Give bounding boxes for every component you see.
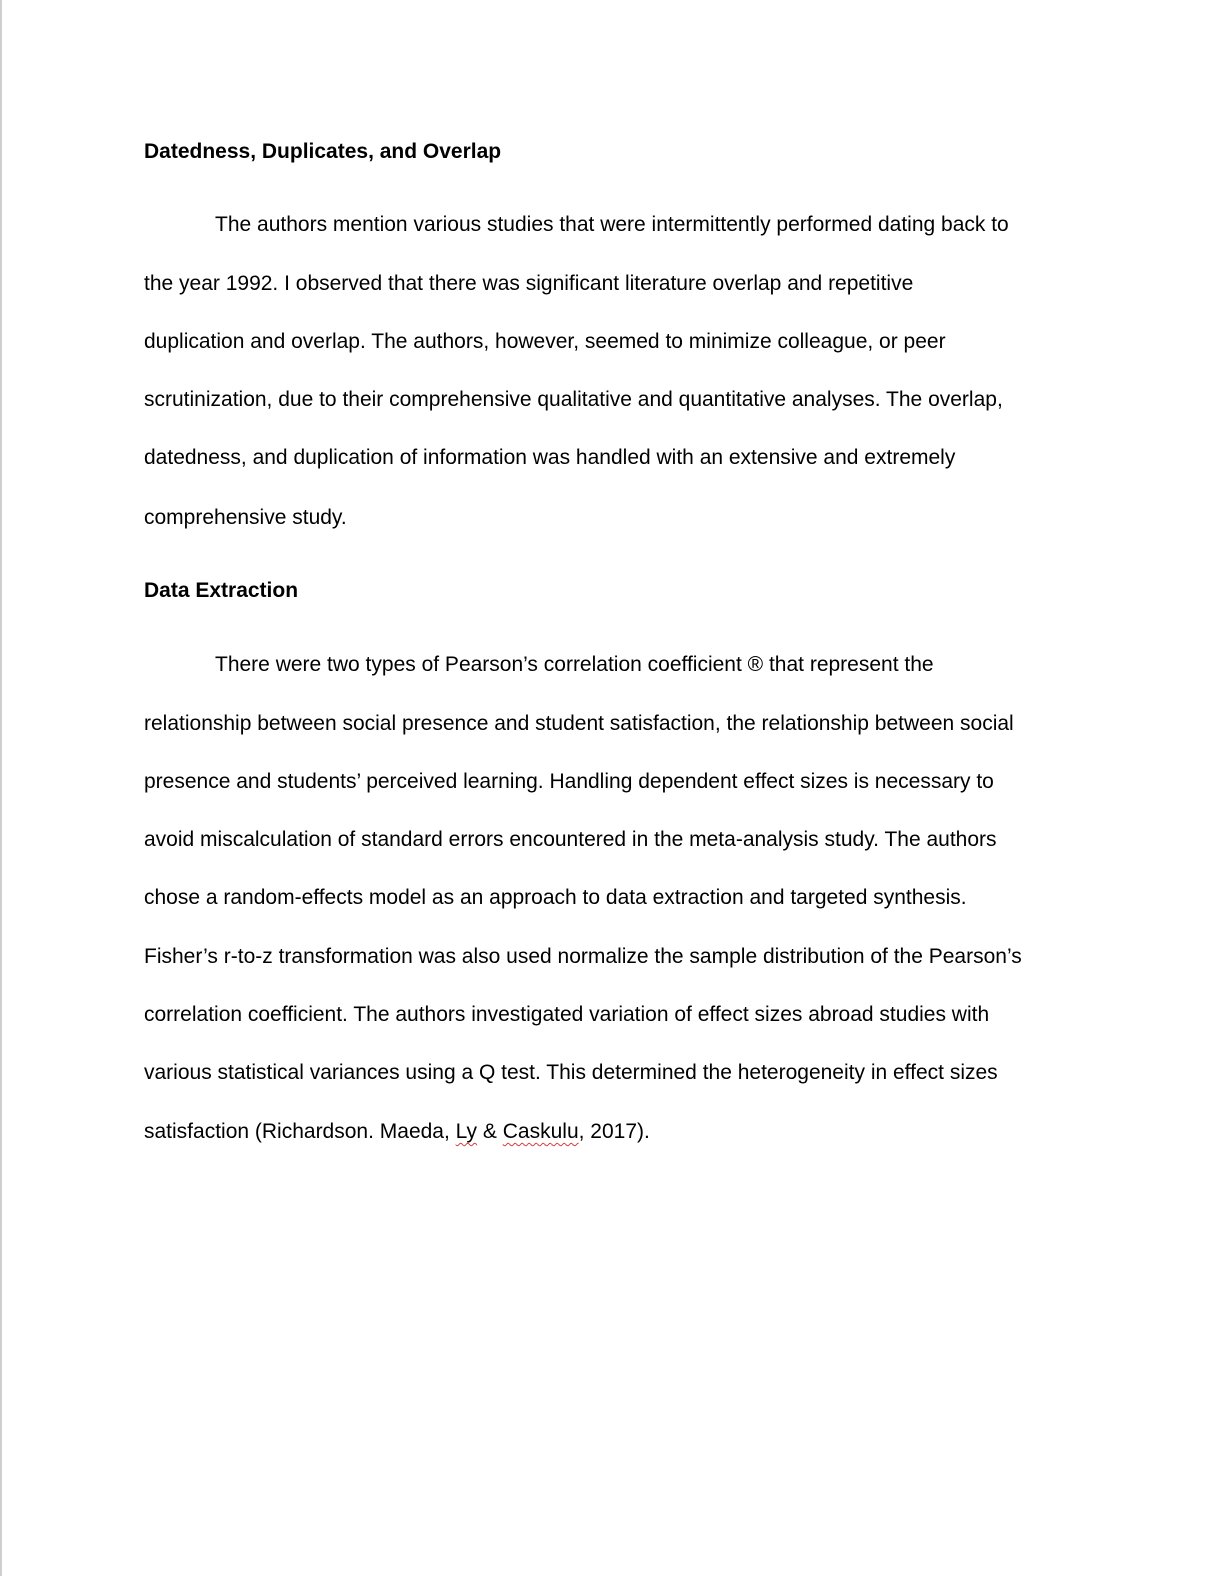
section-heading: Datedness, Duplicates, and Overlap	[144, 140, 502, 163]
paragraph-line: avoid miscalculation of standard errors encountered in the meta-analysis study. The authors	[144, 828, 997, 851]
paragraph-line-citation	[144, 1119, 650, 1145]
paragraph-line: comprehensive study.	[144, 506, 347, 529]
paragraph-line: There were two types of Pearson’s correlation coefficient ® that represent the	[215, 653, 934, 676]
paragraph-line: The authors mention various studies that were intermittently performed dating back to	[215, 213, 1009, 236]
citation-text: satisfaction (Richardson. Maeda,	[144, 1120, 456, 1143]
paragraph-line: chose a random-effects model as an approach to data extraction and targeted synthesis.	[144, 886, 967, 909]
paragraph-line: scrutinization, due to their comprehensive qualitative and quantitative analyses. The overlap,	[144, 388, 1003, 411]
page-edge	[0, 0, 2, 1576]
paragraph-line: Fisher’s r-to-z transformation was also used normalize the sample distribution of the Pearson’s	[144, 945, 1022, 968]
paragraph-line: datedness, and duplication of information was handled with an extensive and extremely	[144, 446, 956, 469]
paragraph-line: various statistical variances using a Q test. This determined the heterogeneity in effect sizes	[144, 1061, 998, 1084]
citation-text: , 2017).	[578, 1120, 650, 1143]
spelling-flagged-word[interactable]: Caskulu	[502, 1120, 579, 1143]
spelling-flagged-word[interactable]: Ly	[455, 1120, 478, 1143]
citation-text: &	[477, 1120, 503, 1143]
paragraph-line: duplication and overlap. The authors, however, seemed to minimize colleague, or peer	[144, 330, 946, 353]
paragraph-line: correlation coefficient. The authors investigated variation of effect sizes abroad studies with	[144, 1003, 990, 1026]
section-heading: Data Extraction	[144, 579, 299, 602]
paragraph-line: relationship between social presence and student satisfaction, the relationship between social	[144, 712, 1014, 735]
paragraph-line: the year 1992. I observed that there was significant literature overlap and repetitive	[144, 272, 914, 295]
paragraph-line: presence and students’ perceived learning. Handling dependent effect sizes is necessary to	[144, 770, 994, 793]
